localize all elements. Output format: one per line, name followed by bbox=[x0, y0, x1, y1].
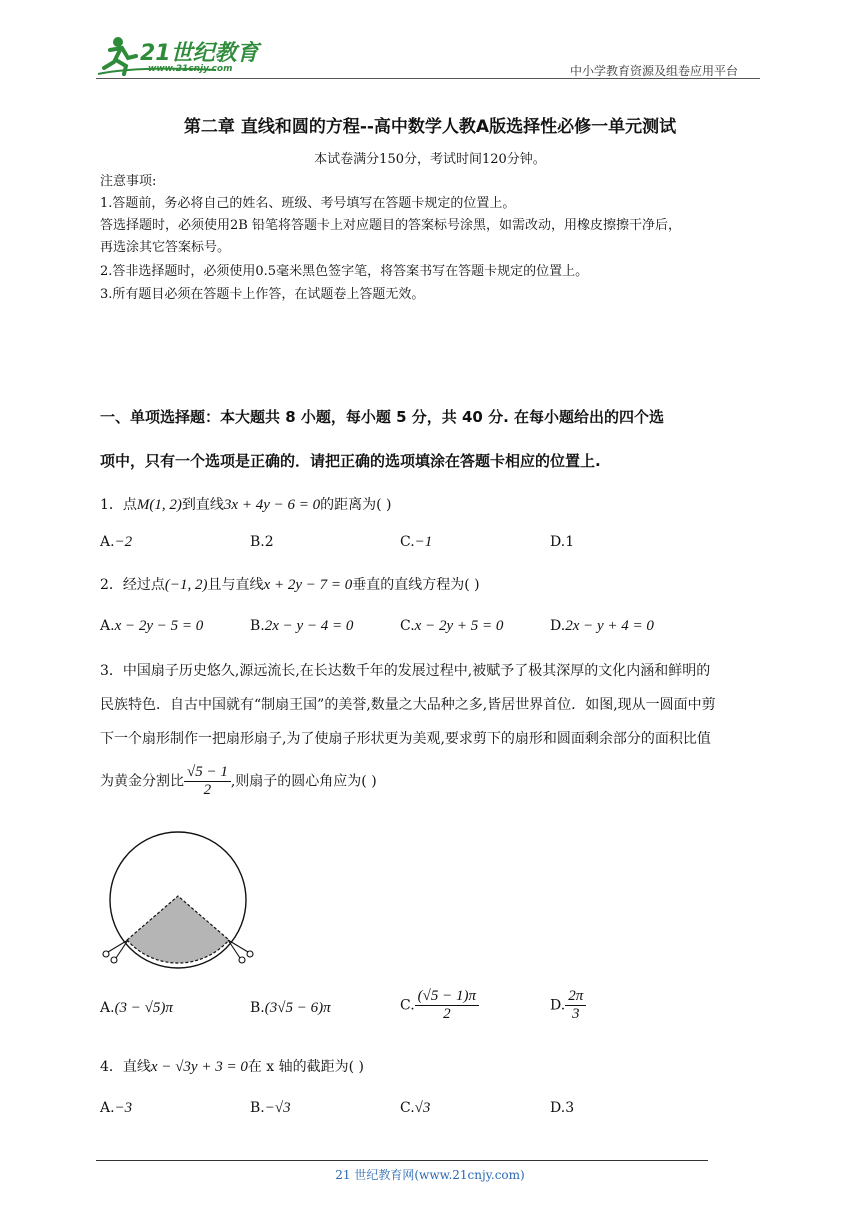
question-3-line: 民族特色．自古中国就有“制扇王国”的美誉,数量之大品种之多,皆居世界首位．如图,现从一圆面中剪 bbox=[100, 697, 716, 713]
question-number: 4． bbox=[100, 1059, 123, 1075]
question-number: 2． bbox=[100, 577, 123, 593]
option-a: A.(3 − √5)π bbox=[100, 1000, 173, 1016]
question-3-line: 下一个扇形制作一把扇形扇子,为了使扇子形状更为美观,要求剪下的扇形和圆面剩余部分的面积比值 bbox=[100, 731, 711, 747]
fan-diagram bbox=[98, 828, 258, 978]
option-a: A.−2 bbox=[100, 534, 133, 550]
note-line: 2.答非选择题时，必须使用0.5毫米黑色签字笔，将答案书写在答题卡规定的位置上。 bbox=[100, 264, 589, 279]
question-4 bbox=[100, 1056, 364, 1076]
option-b: B.(3√5 − 6)π bbox=[250, 1000, 331, 1016]
option-b: B.−√3 bbox=[250, 1100, 291, 1116]
option-d: D.3 bbox=[550, 1100, 575, 1116]
scissors-icon bbox=[103, 940, 128, 963]
note-line: 再选涂其它答案标号。 bbox=[100, 240, 231, 255]
note-line: 答选择题时，必须使用2B 铅笔将答题卡上对应题目的答案标号涂黑，如需改动，用橡皮擦擦干净后， bbox=[100, 218, 681, 233]
notes-heading: 注意事项: bbox=[100, 174, 157, 189]
question-text: 到直线 bbox=[181, 497, 224, 513]
option-a: A.−3 bbox=[100, 1100, 133, 1116]
option-d: D.1 bbox=[550, 534, 575, 550]
header-divider bbox=[96, 78, 760, 79]
option-c: C. $\frac{(√5 - 1)\pi}{2}$ bbox=[400, 988, 479, 1023]
question-text: 垂直的直线方程为( ) bbox=[352, 577, 480, 593]
golden-ratio-fraction: $\frac{√5 - 1}{2}$ bbox=[184, 764, 231, 799]
question-text: ,则扇子的圆心角应为( ) bbox=[230, 773, 377, 790]
footer-link[interactable]: 21 世纪教育网(www.21cnjy.com) bbox=[335, 1168, 525, 1182]
math-line: x + 2y − 7 = 0 bbox=[263, 577, 353, 593]
option-b: B.2x − y − 4 = 0 bbox=[250, 618, 354, 634]
question-2 bbox=[100, 574, 480, 594]
option-a: A.x − 2y − 5 = 0 bbox=[100, 618, 204, 634]
scissors-icon bbox=[228, 940, 253, 963]
platform-name: 中小学教育资源及组卷应用平台 bbox=[570, 64, 739, 78]
page-subtitle: 本试卷满分150分，考试时间120分钟。 bbox=[314, 152, 546, 167]
section-heading-line2: 项中，只有一个选项是正确的．请把正确的选项填涂在答题卡相应的位置上. bbox=[100, 452, 601, 470]
option-b: B.2 bbox=[250, 534, 274, 550]
question-text: 的距离为( ) bbox=[320, 497, 392, 513]
option-c: C.x − 2y + 5 = 0 bbox=[400, 618, 504, 634]
math-line: x − √3y + 3 = 0 bbox=[150, 1059, 248, 1075]
note-line: 3.所有题目必须在答题卡上作答，在试题卷上答题无效。 bbox=[100, 287, 425, 302]
note-line: 1.答题前，务必将自己的姓名、班级、考号填写在答题卡规定的位置上。 bbox=[100, 196, 516, 211]
option-d: D. $\frac{2\pi}{3}$ bbox=[550, 988, 586, 1023]
question-1 bbox=[100, 494, 391, 514]
footer-divider bbox=[96, 1160, 708, 1161]
question-text: 直线 bbox=[122, 1059, 151, 1075]
option-c: C.√3 bbox=[400, 1100, 431, 1116]
math-line: 3x + 4y − 6 = 0 bbox=[223, 497, 321, 513]
question-text: 经过点 bbox=[122, 577, 165, 593]
question-3-line: 3．中国扇子历史悠久,源远流长,在长达数千年的发展过程中,被赋予了极其深厚的文化内涵和鲜明的 bbox=[100, 663, 711, 679]
question-text: 为黄金分割比 bbox=[100, 773, 184, 790]
question-number: 1． bbox=[100, 497, 123, 513]
question-text: 且与直线 bbox=[207, 577, 264, 593]
question-text: 点 bbox=[122, 497, 137, 513]
section-heading-line1: 一、单项选择题：本大题共 8 小题，每小题 5 分，共 40 分. 在每小题给出的四个选 bbox=[100, 408, 665, 426]
page-title: 第二章 直线和圆的方程--高中数学人教A版选择性必修一单元测试 bbox=[183, 117, 677, 137]
logo-text: 21世纪教育 bbox=[140, 41, 259, 66]
math-point: M(1, 2) bbox=[136, 497, 182, 513]
logo-url: www.21cnjy.com bbox=[148, 64, 233, 74]
option-d: D.2x − y + 4 = 0 bbox=[550, 618, 654, 634]
option-c: C.−1 bbox=[400, 534, 433, 550]
question-text: 在 x 轴的截距为( ) bbox=[247, 1059, 365, 1075]
math-point: (−1, 2) bbox=[164, 577, 208, 593]
question-3-last-line bbox=[100, 764, 377, 799]
